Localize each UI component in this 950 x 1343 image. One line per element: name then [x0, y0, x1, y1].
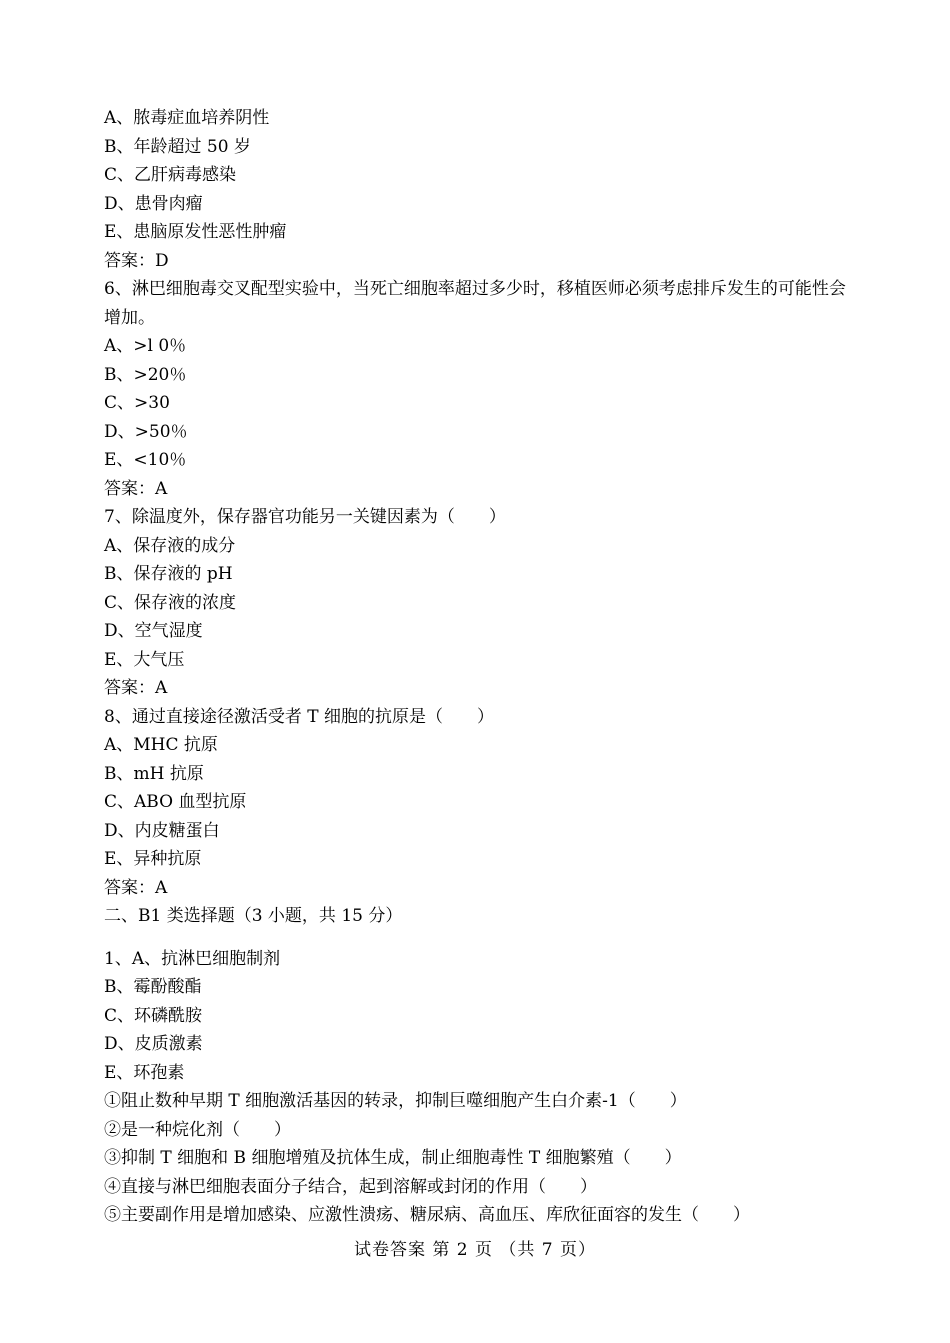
- b1q1-item-1: ①阻止数种早期 T 细胞激活基因的转录，抑制巨噬细胞产生白介素-1（ ）: [104, 1091, 687, 1111]
- q6-answer: 答案：A: [104, 478, 168, 499]
- q7-answer: 答案：A: [104, 678, 168, 698]
- q8-option-e: E、异种抗原: [104, 849, 202, 869]
- b1q1-item-4: ④直接与淋巴细胞表面分子结合，起到溶解或封闭的作用（ ）: [104, 1176, 597, 1197]
- q7-option-d: D、空气湿度: [104, 621, 203, 641]
- q6-option-e: E、<10％: [104, 450, 187, 470]
- q5-option-d: D、患骨肉瘤: [104, 193, 203, 214]
- q7-option-e: E、大气压: [104, 649, 185, 670]
- b1q1-option-a: 1、A、抗淋巴细胞制剂: [104, 948, 281, 969]
- b1q1-option-d: D、皮质激素: [104, 1034, 203, 1054]
- q7-stem: 7、除温度外，保存器官功能另一关键因素为（ ）: [104, 507, 506, 527]
- document-body: [104, 104, 864, 1230]
- q7-option-a: A、保存液的成分: [104, 535, 236, 556]
- b1q1-option-c: C、环磷酰胺: [104, 1005, 203, 1026]
- q6-option-a: A、>l 0％: [104, 336, 187, 356]
- section-gap: [104, 931, 864, 945]
- q8-option-b: B、mH 抗原: [104, 763, 204, 784]
- q5-option-a: A、脓毒症血培养阴性: [104, 108, 270, 128]
- q6-option-c: C、>30: [104, 393, 170, 413]
- q5-option-c: C、乙肝病毒感染: [104, 165, 237, 185]
- q8-answer: 答案：A: [104, 877, 168, 898]
- b1q1-item-3: ③抑制 T 细胞和 B 细胞增殖及抗体生成，制止细胞毒性 T 细胞繁殖（ ）: [104, 1148, 682, 1168]
- b1q1-item-5: ⑤主要副作用是增加感染、应激性溃疡、糖尿病、高血压、库欣征面容的发生（ ）: [104, 1205, 750, 1225]
- q5-option-e: E、患脑原发性恶性肿瘤: [104, 222, 287, 242]
- b1q1-option-e: E、环孢素: [104, 1062, 185, 1083]
- section-heading: 二、B1 类选择题（3 小题，共 15 分）: [104, 906, 403, 926]
- q6-option-b: B、>20％: [104, 364, 187, 385]
- q7-option-b: B、保存液的 pH: [104, 564, 233, 584]
- q8-stem: 8、通过直接途径激活受者 T 细胞的抗原是（ ）: [104, 706, 494, 727]
- q8-option-c: C、ABO 血型抗原: [104, 792, 247, 812]
- q6-stem: 6、淋巴细胞毒交叉配型实验中，当死亡细胞率超过多少时，移植医师必须考虑排斥发生的可能性会增加。: [104, 279, 846, 328]
- b1q1-option-b: B、霉酚酸酯: [104, 977, 202, 997]
- q5-answer: 答案：D: [104, 250, 169, 271]
- q6-option-d: D、>50％: [104, 421, 188, 442]
- b1q1-item-2: ②是一种烷化剂（ ）: [104, 1119, 291, 1140]
- page-footer: 试卷答案 第 2 页 （共 7 页）: [353, 1240, 597, 1260]
- q5-option-b: B、年龄超过 50 岁: [104, 136, 251, 157]
- q8-option-d: D、内皮糖蛋白: [104, 820, 220, 841]
- q7-option-c: C、保存液的浓度: [104, 592, 237, 613]
- q8-option-a: A、MHC 抗原: [104, 735, 218, 755]
